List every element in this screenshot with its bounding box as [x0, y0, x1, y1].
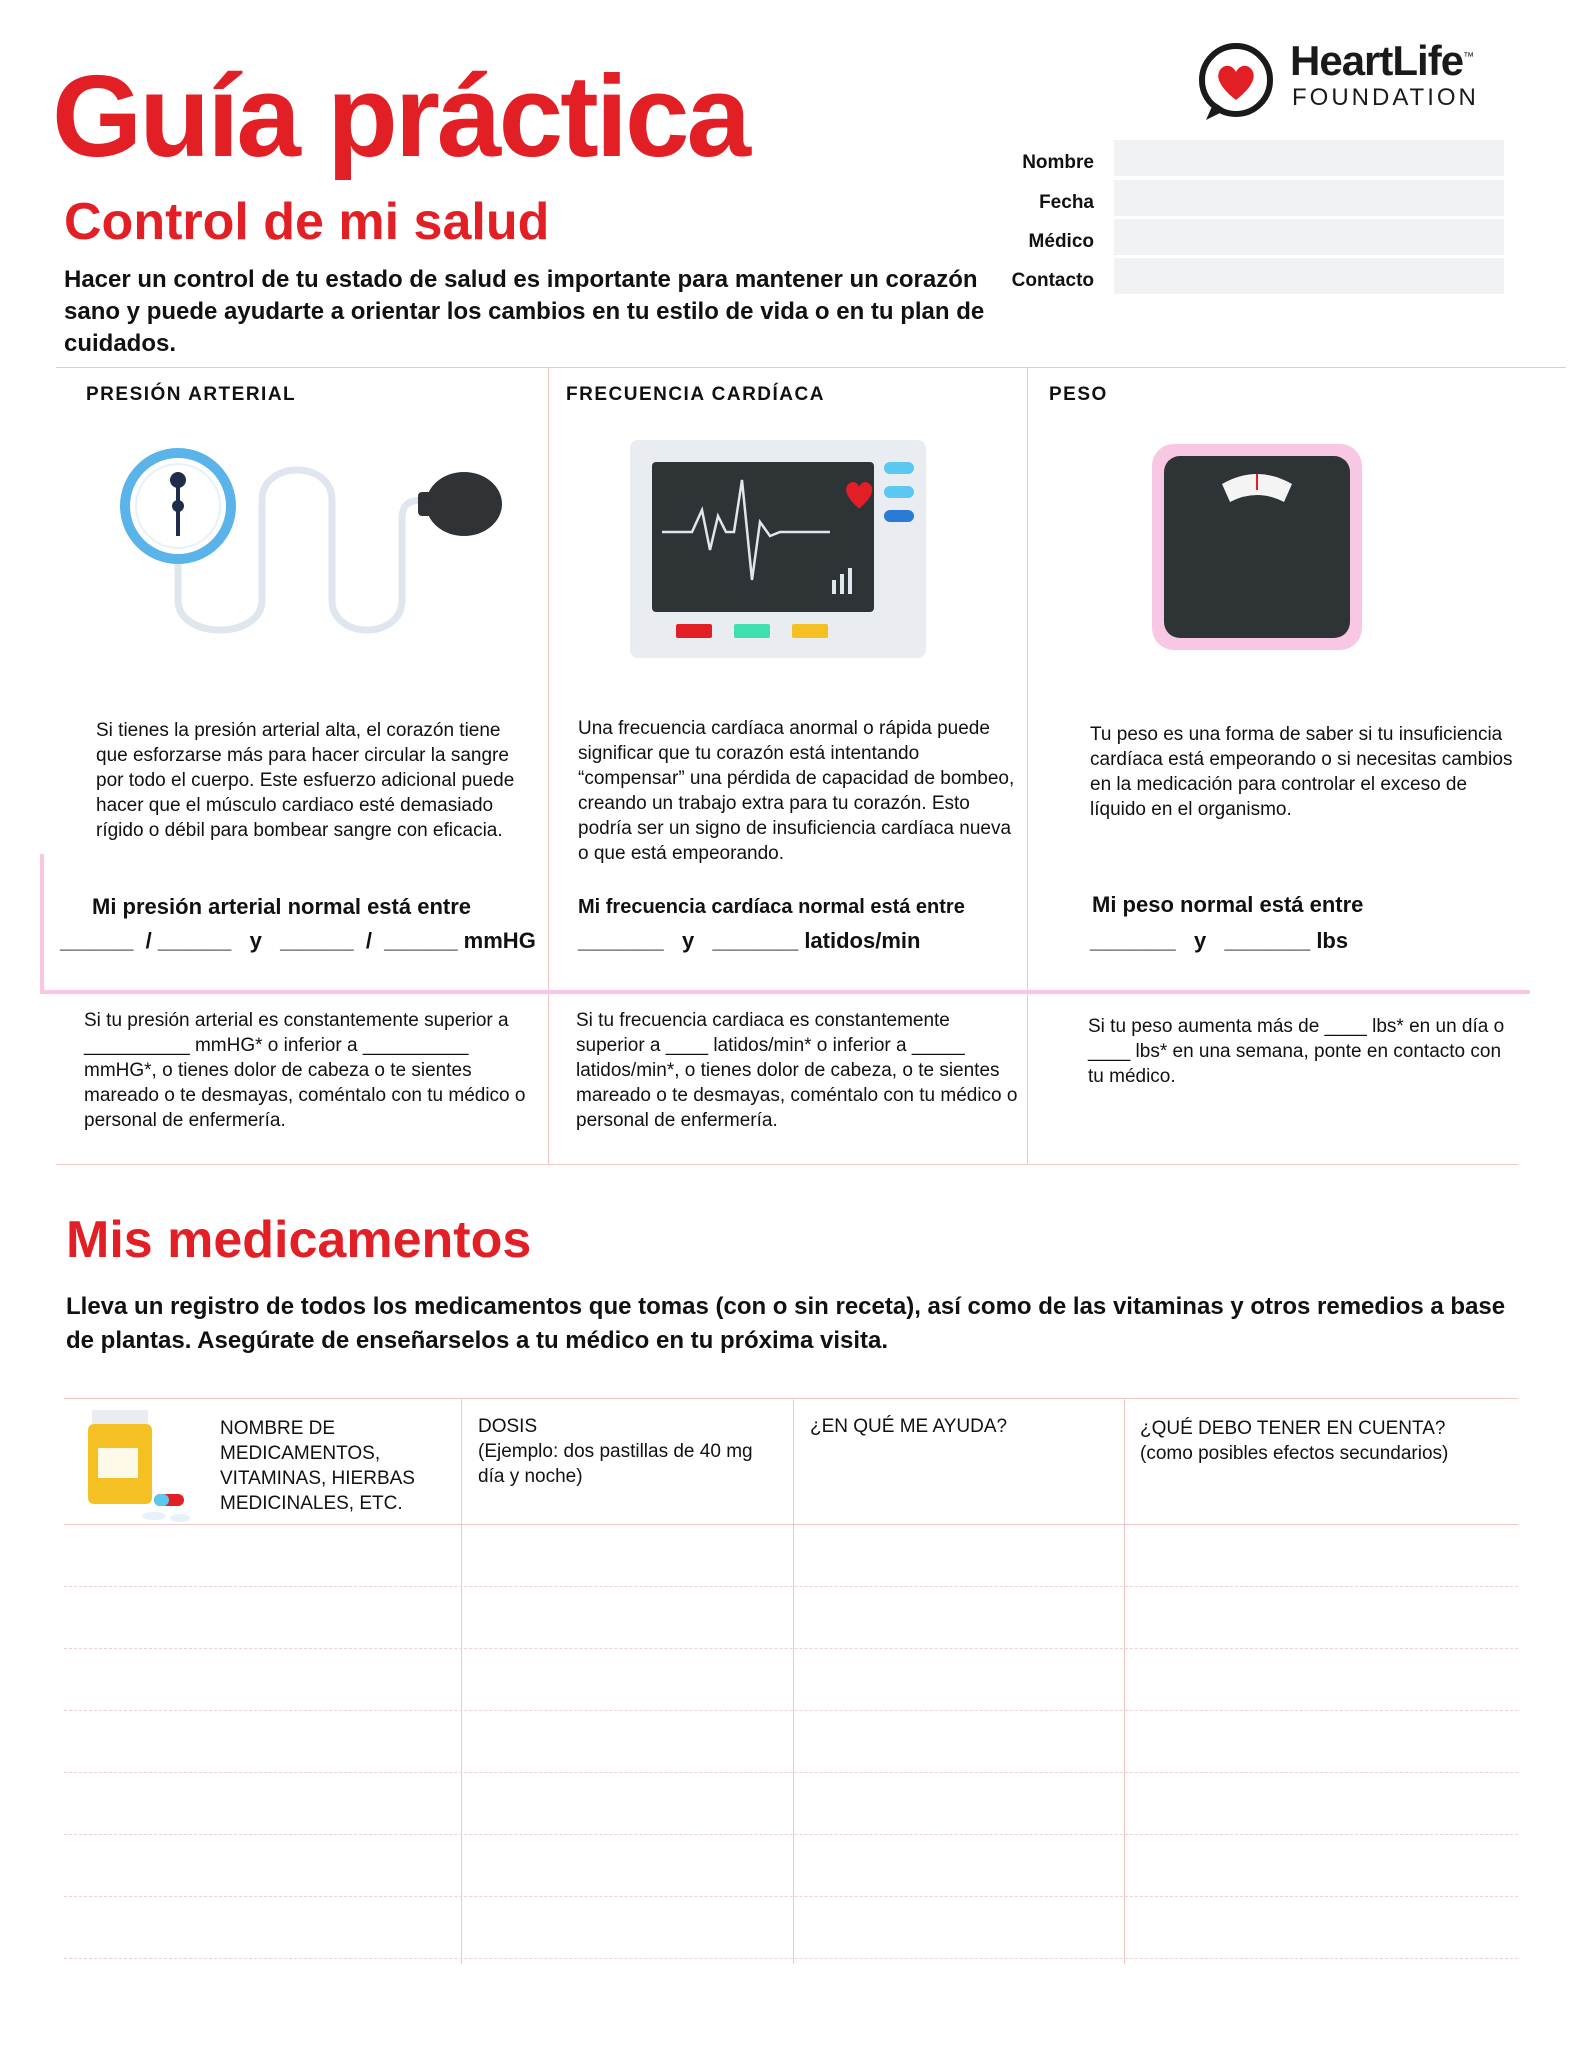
divider — [56, 367, 1566, 368]
section-heading-peso: PESO — [1049, 384, 1108, 405]
pink-frame — [40, 854, 44, 992]
section-heading-frecuencia: FRECUENCIA CARDÍACA — [566, 384, 825, 405]
alert-text-peso: Si tu peso aumenta más de ____ lbs* en un día o ____ lbs* en una semana, ponte en contacto con tu médico. — [1088, 1016, 1505, 1087]
section-heading-presion: PRESIÓN ARTERIAL — [86, 384, 297, 405]
fecha-field[interactable] — [1114, 180, 1504, 216]
divider — [64, 1398, 1518, 1399]
normal-label-presion: Mi presión arterial normal está entre — [92, 894, 472, 919]
divider — [461, 1398, 462, 1964]
form-label-nombre: Nombre — [1022, 152, 1094, 173]
section-text-presion: Si tienes la presión arterial alta, el corazón tiene que esforzarse más para hacer circular la sangre por todo el cuerpo. Este esfuerzo adicional puede hacer que el músculo cardiaco esté demasiado rígido o débil para bombear sangre con eficacia. — [96, 720, 515, 841]
contacto-field[interactable] — [1114, 258, 1504, 294]
page-subtitle: Control de mi salud — [64, 193, 550, 251]
divider — [56, 1164, 1518, 1165]
medico-field[interactable] — [1114, 219, 1504, 255]
table-row-divider — [64, 1834, 1518, 1835]
table-row-divider — [64, 1896, 1518, 1897]
section-text-frecuencia: Una frecuencia cardíaca anormal o rápida puede significar que tu corazón está intentando “compensar” una pérdida de capacidad de bombeo, creando un trabajo extra para tu corazón. Esto podría ser un signo de insuficiencia cardíaca nueva o que está empeorando. — [578, 718, 1015, 864]
table-row-divider — [64, 1710, 1518, 1711]
divider — [1124, 1398, 1125, 1964]
blank-line-peso[interactable]: _______ y _______ lbs — [1090, 928, 1349, 953]
form-label-fecha: Fecha — [1039, 192, 1094, 213]
logo-foundation: FOUNDATION — [1292, 84, 1479, 111]
table-header-name: NOMBRE DE MEDICAMENTOS, VITAMINAS, HIERBAS MEDICINALES, ETC. — [220, 1418, 415, 1514]
table-row-divider — [64, 1772, 1518, 1773]
normal-label-frecuencia: Mi frecuencia cardíaca normal está entre — [578, 896, 965, 918]
form-label-contacto: Contacto — [1011, 270, 1094, 291]
page-title: Guía práctica — [52, 51, 748, 181]
pill-bottle-icon — [88, 1410, 198, 1522]
heart-rate-monitor-icon — [630, 440, 926, 658]
table-row-divider — [64, 1648, 1518, 1649]
divider — [64, 1524, 1518, 1525]
alert-text-frecuencia: Si tu frecuencia cardiaca es constantemente superior a ____ latidos/min* o inferior a _____ latidos/min*, o tienes dolor de cabeza, o te sientes mareado o te desmayas, coméntalo con tu médico o personal de enfermería. — [576, 1010, 1018, 1131]
nombre-field[interactable] — [1114, 140, 1504, 176]
divider — [1027, 367, 1028, 1164]
normal-label-peso: Mi peso normal está entre — [1092, 892, 1364, 917]
form-label-medico: Médico — [1028, 231, 1094, 252]
table-row-divider — [64, 1586, 1518, 1587]
bathroom-scale-icon — [1152, 444, 1362, 650]
table-row-divider — [64, 1958, 1518, 1959]
alert-text-presion: Si tu presión arterial es constantemente superior a __________ mmHG* o inferior a __________ mmHG*, o tienes dolor de cabeza o te sientes mareado o te desmayas, coméntalo con tu médico o personal de enfermería. — [84, 1010, 526, 1131]
blank-line-presion[interactable]: ______ / ______ y ______ / ______ mmHG — [60, 928, 536, 953]
section-text-peso: Tu peso es una forma de saber si tu insuficiencia cardíaca está empeorando o si necesitas cambios en la medicación para controlar el exceso de líquido en el organismo. — [1090, 724, 1513, 820]
table-header-ayuda: ¿EN QUÉ ME AYUDA? — [810, 1416, 1008, 1437]
divider — [793, 1398, 794, 1964]
pink-frame — [40, 990, 1530, 994]
intro-text: Hacer un control de tu estado de salud es importante para mantener un corazón sano y puede ayudarte a orientar los cambios en tu estilo de vida o en tu plan de cuidados. — [64, 266, 985, 357]
medications-intro: Lleva un registro de todos los medicamentos que tomas (con o sin receta), así como de las vitaminas y otros remedios a base de plantas. Asegúrate de enseñarselos a tu médico en tu próxima visita. — [66, 1293, 1506, 1354]
logo-wordmark: HeartLife™ — [1290, 37, 1474, 84]
table-header-efectos: ¿QUÉ DEBO TENER EN CUENTA? (como posibles efectos secundarios) — [1140, 1418, 1449, 1464]
heart-speech-bubble-icon — [1196, 40, 1280, 124]
blood-pressure-monitor-icon — [112, 440, 504, 650]
table-header-dosis: DOSIS (Ejemplo: dos pastillas de 40 mg día y noche) — [478, 1416, 753, 1487]
divider — [548, 367, 549, 1164]
medications-title: Mis medicamentos — [66, 1211, 532, 1269]
blank-line-frecuencia[interactable]: _______ y _______ latidos/min — [578, 928, 921, 953]
